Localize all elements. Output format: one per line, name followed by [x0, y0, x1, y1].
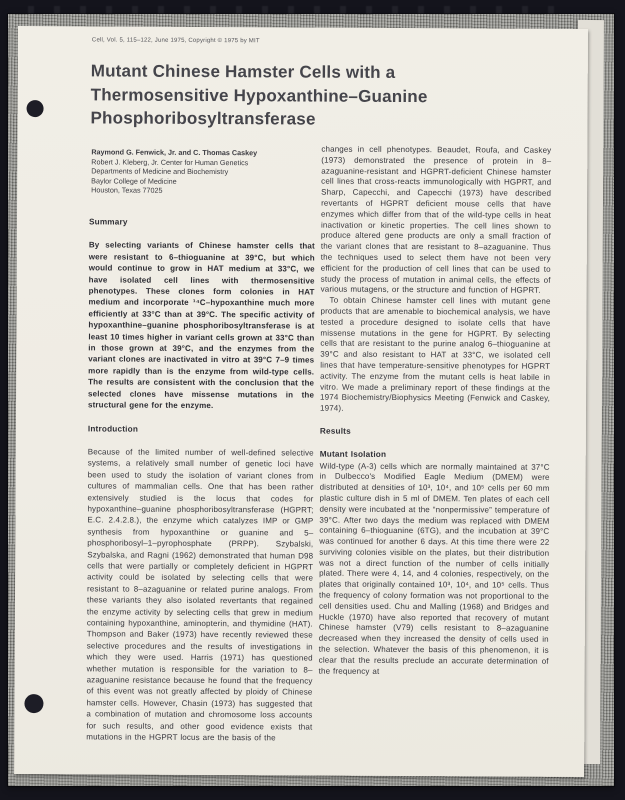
article-title — [90, 59, 530, 132]
author-affiliation-city: Houston, Texas 77025 — [91, 185, 163, 196]
author-names: Raymond G. Fenwick, Jr. and C. Thomas Caskey — [91, 147, 258, 158]
results-heading: Results — [319, 426, 351, 436]
introduction-heading: Introduction — [87, 423, 139, 434]
right-column — [319, 145, 552, 679]
article-title-line2: Thermosensitive Hypoxanthine–Guanine — [90, 84, 428, 106]
punch-hole-bottom — [24, 694, 43, 713]
author-affiliation-college: Baylor College of Medicine — [91, 176, 177, 186]
author-affiliation-center: Robert J. Kleberg, Jr. Center for Human Genetics — [91, 156, 249, 167]
scanned-paper-page — [14, 26, 588, 777]
summary-heading: Summary — [88, 217, 128, 227]
introduction-paragraph-2: To obtain Chinese hamster cell lines with mutant gene products that are amenable to biochemical analysis, we have tested a procedure designed to isolate cells that have missense mutations in the gene for HGPRT. By selecting cells that are resistant to the purine analog 6–thioguanine at 39°C and also resistant to HAT at 33°C, we isolated cell lines that have temperature-sensitive phenotypes for HGPRT activity. The enzyme from the mutant cells is heat labile in vitro. We made a preliminary report of these findings at the 1974 Biochemistry/Biophysics Meeting (Fenwick and Caskey, 1974). — [319, 295, 551, 413]
author-affiliation-departments: Departments of Medicine and Biochemistry — [91, 166, 229, 177]
journal-citation-line: Cell, Vol. 5, 115–122, June 1975, Copyright © 1975 by MIT — [91, 37, 260, 45]
mutant-isolation-paragraph: Wild-type (A-3) cells which are normally maintained at 37°C in Dulbecco's Modified Eagle Medium (DMEM) were distributed at densities of 10³, 10⁴, and 10⁵ cells per 60 mm plastic culture dish in 5 ml of DMEM. Ten plates of each cell density were incubated at the “nonpermissive” temperature of 39°C. After two days the medium was replaced with DMEM containing 6–thioguanine (6TG), and the incubation at 39°C was continued for another 6 days. At this time there were 22 surviving colonies visible on the plates, but their distribution was not a direct function of the number of cells initially plated. There were 4, 14, and 4 colonies, respectively, on the plates that originally contained 10³, 10⁴, and 10⁵ cells. Thus the frequency of colony formation was not proportional to the cell densities used. Chu and Malling (1968) and Bridges and Huckle (1970) have also reported that recovery of mutant Chinese hamster (V79) cells resistant to 8–azaguanine decreased when they increased the density of cells used in the selection. Whatever the basis of this phenomenon, it is clear that the results preclude an accurate determination of the frequency at — [318, 461, 550, 676]
article-title-line1: Mutant Chinese Hamster Cells with a — [90, 61, 396, 82]
article-title-line3: Phosphoribosyltransferase — [90, 108, 316, 129]
summary-paragraph: By selecting variants of Chinese hamster cells that were resistant to 6–thioguanine at 39°C, but which would continue to grow in HAT medium at 33°C, we have isolated cell lines with thermosensitive phenotypes. These clones form colonies in HAT medium and incorporate ¹⁴C–hypoxanthine much more efficiently at 33°C than at 39°C. The specific activity of hypoxanthine–guanine phosphoribosyltransferase is at least 10 times higher in variant cells grown at 33°C than in those grown at 39°C, and the enzymes from the variant clones are inactivated in vitro at 39°C 7–9 times more rapidly than is the enzyme from wild-type cells. The results are consistent with the conclusion that the selected clones have missense mutations in the structural gene for the enzyme. — [87, 240, 315, 411]
introduction-continuation-paragraph: changes in cell phenotypes. Beaudet, Roufa, and Caskey (1973) demonstrated the presence of protein in 8–azaguanine-resistant and HGPRT-deficient Chinese hamster cell lines that cross-reacts immunologically with HGPRT, and Sharp, Capecchi, and Capecchi (1973) have described revertants of HGPRT deficient mouse cells that have enzymes which differ from that of the wild-type cells in heat inactivation or kinetic properties. The cell lines shown to produce altered gene products are only a small fraction of the variant clones that are resistant to 8–azaguanine. Thus the techniques used to select them have not been very efficient for the production of cell lines that can be used to study the process of mutation in animal cells, the effects of various mutagens, or the structure and function of HGPRT. — [320, 144, 552, 296]
introduction-paragraph: Because of the limited number of well-defined selective systems, a relatively small number of genetic loci have been used to study the isolation of variant clones from cultures of mammalian cells. One that has been rather extensively studied is the locus that codes for hypoxanthine–guanine phosphoribosyltransferase (HGPRT; E.C. 2.4.2.8.), the enzyme which catalyzes IMP or GMP synthesis from hypoxanthine or guanine and 5–phosphoribosyl–1–pyrophosphate (PRPP). Szybalski, Szybalska, and Ragni (1962) demonstrated that human D98 cells that were partially or completely deficient in HGPRT activity could be isolated by selecting cells that were resistant to 8–azaguanine or related purine analogs. From these variants they also isolated revertants that regained the enzyme activity by selecting cells that grew in medium containing hypoxanthine, aminopterin, and thymidine (HAT). Thompson and Baker (1973) have recently reviewed these selective procedures and the results of investigations in which they were used. Harris (1971) has questioned whether mutation is responsible for the variation to 8–azaguanine resistance because he found that the frequency of this event was not greatly affected by ploidy of Chinese hamster cells. However, Chasin (1973) has suggested that a combination of mutation and chromosome loss accounts for such results, and other good evidence exists that mutations in the HGPRT locus are the basis of the — [86, 447, 314, 743]
punch-hole-top — [27, 100, 44, 117]
mutant-isolation-subheading: Mutant Isolation — [319, 449, 387, 459]
left-column — [86, 216, 315, 744]
